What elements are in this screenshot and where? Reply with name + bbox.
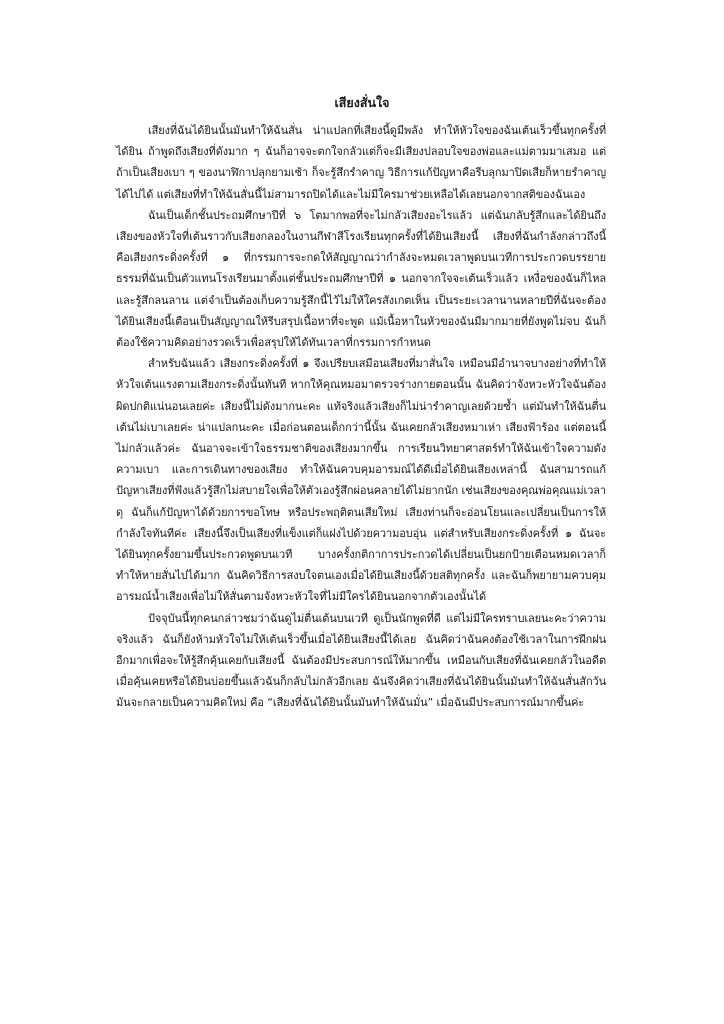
document-body	[116, 120, 606, 714]
paragraph-2: ฉันเป็นเด็กชั้นประถมศึกษาปีที่ ๖ โตมากพอที่จะไม่กลัวเสียงอะไรแล้ว แต่ฉันกลับรู้สึกและได้ยินถึงเสียงของหัวใจที่เต้นราวกับเสียงกลองในงานกีฬาสีโรงเรียนทุกครั้งที่ได้ยินเสียงนี้ เสียงที่ฉันกำลังกล่าวถึงนี้คือเสียงกระดิ่งครั้งที่ ๑ ที่กรรมการจะกดให้สัญญาณว่ากำลังจะหมดเวลาพูดบนเวทีการประกวดบรรยายธรรมที่ฉันเป็นตัวแทนโรงเรียนมาตั้งแต่ชั้นประถมศึกษาปีที่ ๑ นอกจากใจจะเต้นเร็วแล้ว เหงื่อของฉันก็ไหลและรู้สึกลนลาน แต่จำเป็นต้องเก็บความรู้สึกนี้ไว้ไม่ให้ใครสังเกตเห็น เป็นระยะเวลานานหลายปีที่ฉันจะต้องได้ยินเสียงนี้เตือนเป็นสัญญาณให้รีบสรุปเนื้อหาที่จะพูด แม้เนื้อหาในหัวของฉันมีมากมายที่ยังพูดไม่จบ ฉันก็ต้องใช้ความคิดอย่างรวดเร็วเพื่อสรุปให้ได้ทันเวลาที่กรรมการกำหนด	[116, 208, 606, 350]
paragraph-3: สำหรับฉันแล้ว เสียงกระดิ่งครั้งที่ ๑ จึงเปรียบเสมือนเสียงที่มาสั่นใจ เหมือนมีอำนาจบางอย่างที่ทำให้หัวใจเต้นแรงตามเสียงกระดิ่งนั้นทันที หากให้คุณหมอมาตรวจร่างกายตอนนั้น ฉันคิดว่าจังหวะหัวใจฉันต้องผิดปกติแน่นอนเลยค่ะ เสียงนี้ไม่ดังมากนะคะ แท้จริงแล้วเสียงก็ไม่น่ารำคาญเลยด้วยซ้ำ แต่มันทำให้ฉันตื่นเต้นไม่เบาเลยค่ะ น่าแปลกนะคะ เมื่อก่อนตอนเด็กกว่านี้นั้น ฉันเคยกลัวเสียงหมาเห่า เสียงฟ้าร้อง แต่ตอนนี้ไม่กลัวแล้วค่ะ ฉันอาจจะเข้าใจธรรมชาติของเสียงมากขึ้น การเรียนวิทยาศาสตร์ทำให้ฉันเข้าใจความดังความเบา และการเดินทางของเสียง ทำให้ฉันควบคุมอารมณ์ได้ดีเมื่อได้ยินเสียงเหล่านี้ ฉันสามารถแก้ปัญหาเสียงที่ฟังแล้วรู้สึกไม่สบายใจเพื่อให้ตัวเองรู้สึกผ่อนคลายได้ไม่ยากนัก เช่นเสียงของคุณพ่อคุณแม่เวลาดุ ฉันก็แก้ปัญหาได้ด้วยการขอโทษ หรือประพฤติตนเสียใหม่ เสียงท่านก็จะอ่อนโยนและเปลี่ยนเป็นการให้กำลังใจทันทีค่ะ เสียงนี้จึงเป็นเสียงที่แข็งแต่ก็แฝงไปด้วยความอบอุ่น แต่สำหรับเสียงกระดิ่งครั้งที่ ๑ ฉันจะได้ยินทุกครั้งยามขึ้นประกวดพูดบนเวที บางครั้งกติกาการประกวดได้เปลี่ยนเป็นยกป้ายเตือนหมดเวลาก็ทำให้หายสั่นไปได้มาก ฉันคิดวิธีการสงบใจตนเองเมื่อได้ยินเสียงนี้ด้วยสติทุกครั้ง และฉันก็พยายามควบคุมอารมณ์น้ำเสียงเพื่อไม่ให้สั่นตามจังหวะหัวใจที่ไม่มีใครได้ยินนอกจากตัวเองนั้นได้	[116, 357, 606, 604]
paragraph-1: เสียงที่ฉันได้ยินนั้นมันทำให้ฉันสั่น น่าแปลกที่เสียงนี้ดูมีพลัง ทำให้หัวใจของฉันเต้นเร็วขึ้นทุกครั้งที่ได้ยิน ถ้าพูดถึงเสียงที่ดังมาก ๆ ฉันก็อาจจะตกใจกลัวแต่ก็จะมีเสียงปลอบใจของพ่อและแม่ตามมาเสมอ แต่ถ้าเป็นเสียงเบา ๆ ของนาฬิกาปลุกยามเช้า ก็จะรู้สึกรำคาญ วิธีการแก้ปัญหาคือรีบลุกมาปิดเสียก็หายรำคาญได้ไปได้ แต่เสียงที่ทำให้ฉันสั่นนี้ไม่สามารถปิดได้และไม่มีใครมาช่วยเหลือได้เลยนอกจากสติของฉันเอง	[116, 124, 606, 201]
document-title: เสียงสั่นใจ	[334, 95, 390, 110]
paragraph-4: ปัจจุบันนี้ทุกคนกล่าวชมว่าฉันดูไม่ตื่นเต้นบนเวที ดูเป็นนักพูดที่ดี แต่ไม่มีใครทราบเลยนะคะว่าความจริงแล้ว ฉันก็ยังห้ามหัวใจไม่ให้เต้นเร็วขึ้นเมื่อได้ยินเสียงนี้ได้เลย ฉันคิดว่าฉันคงต้องใช้เวลาในการฝึกฝนอีกมากเพื่อจะให้รู้สึกคุ้นเคยกับเสียงนี้ ฉันต้องมีประสบการณ์ให้มากขึ้น เหมือนกับเสียงที่ฉันเคยกลัวในอดีต เมื่อคุ้นเคยหรือได้ยินบ่อยขึ้นแล้วฉันก็กลับไม่กลัวอีกเลย ฉันจึงคิดว่าเสียงที่ฉันได้ยินนั้นมันทำให้ฉันสั่นสักวันมันจะกลายเป็นความคิดใหม่ คือ “เสียงที่ฉันได้ยินนั้นมันทำให้ฉันมั่น” เมื่อฉันมีประสบการณ์มากขึ้นค่ะ	[116, 611, 606, 710]
